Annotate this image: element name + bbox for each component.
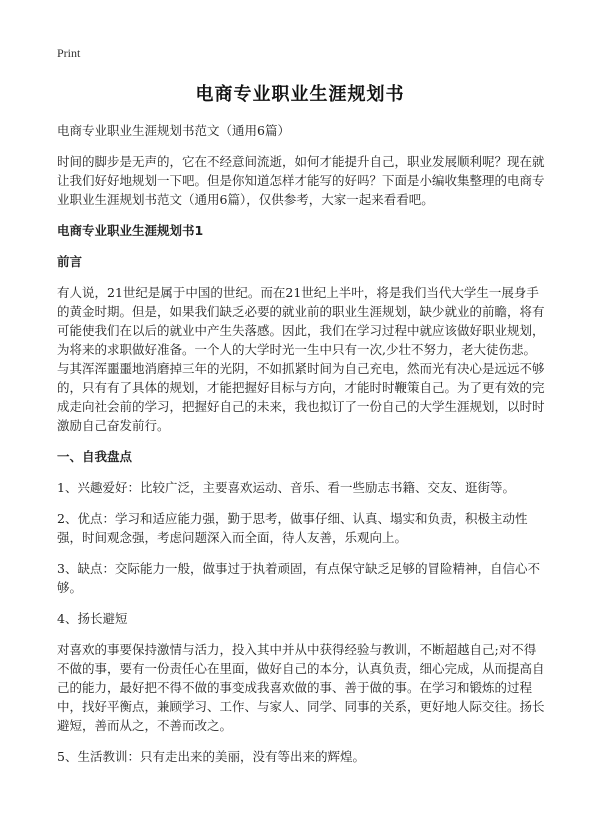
list-item: 3、缺点：交际能力一般，做事过于执着顽固，有点保守缺乏足够的冒险精神，自信心不够。 bbox=[57, 561, 540, 595]
list-item: 4、扬长避短 bbox=[57, 611, 128, 626]
preface-paragraph: 有人说，21世纪是属于中国的世纪。而在21世纪上半叶，将是我们当代大学生一展身手的黄金时期。但是，如果我们缺乏必要的就业前的职业生涯规划，缺少就业的前瞻，将有可能使我们在以后的就业中产生失落感。因此，我们在学习过程中就应该做好职业规划，为将来的求职做好准备。一个人的大学时光一生中只有一次,少壮不努力，老大徒伤悲。与其浑浑噩噩地消磨掉三年的光阴，不如抓紧时间为自己充电，然而光有决心是远远不够的，只有有了具体的规划，才能把握好目标与方向，才能时时鞭策自己。为了更有效的完成走向社会前的学习，把握好自己的未来，我也拟订了一份自己的大学生涯规划，以时时激励自己奋发前行。 bbox=[57, 285, 545, 433]
list-item: 5、生活教训：只有走出来的美丽，没有等出来的辉煌。 bbox=[57, 749, 365, 764]
page-title: 电商专业职业生涯规划书 bbox=[195, 84, 405, 105]
preface-heading: 前言 bbox=[57, 254, 83, 269]
document-body bbox=[57, 121, 547, 778]
self-review-heading: 一、自我盘点 bbox=[57, 449, 133, 464]
list-item: 1、兴趣爱好：比较广泛，主要喜欢运动、音乐、看一些励志书籍、交友、逛街等。 bbox=[57, 480, 515, 495]
print-link[interactable]: Print bbox=[57, 46, 81, 60]
intro-paragraph: 时间的脚步是无声的，它在不经意间流逝，如何才能提升自己，职业发展顺利呢？现在就让我们好好地规划一下吧。但是你知道怎样才能写的好吗？下面是小编收集整理的电商专业职业生涯规划书范文（通用6篇），仅供参考，大家一起来看看吧。 bbox=[57, 154, 545, 207]
list-item: 2、优点：学习和适应能力强，勤于思考，做事仔细、认真、塌实和负责，积极主动性强，时间观念强，考虑问题深入而全面，待人友善，乐观向上。 bbox=[57, 511, 528, 545]
section-title: 电商专业职业生涯规划书1 bbox=[57, 223, 204, 238]
document-subtitle: 电商专业职业生涯规划书范文（通用6篇） bbox=[57, 123, 290, 138]
list-item: 对喜欢的事要保持激情与活力，投入其中并从中获得经验与教训，不断超越自己;对不得不做的事，要有一份责任心在里面，做好自己的本分，认真负责，细心完成，从而提高自己的能力，最好把不得不做的事变成我喜欢做的事、善于做的事。在学习和锻炼的过程中，找好平衡点，兼顾学习、工作、与家人、同学、同事的关系，更好地人际交往。扬长避短，善而从之，不善而改之。 bbox=[57, 642, 545, 733]
